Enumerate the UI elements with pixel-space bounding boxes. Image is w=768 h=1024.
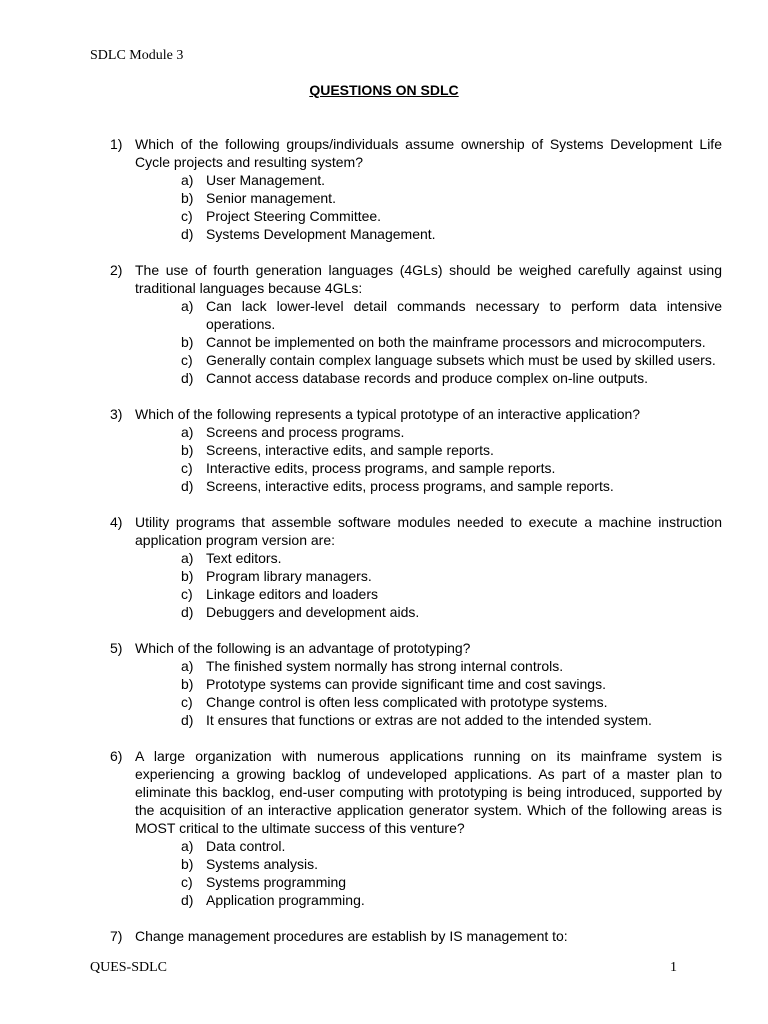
option-a	[181, 837, 722, 855]
question-5	[110, 639, 722, 729]
option-text: Can lack lower-level detail commands necessary to perform data intensive operations.	[206, 298, 722, 332]
option-list	[135, 423, 722, 495]
option-c	[181, 351, 722, 369]
option-list	[135, 837, 722, 909]
option-text: Screens, interactive edits, and sample reports.	[206, 442, 494, 458]
option-letter: a)	[181, 550, 194, 566]
option-b	[181, 567, 722, 585]
option-letter: b)	[181, 676, 194, 692]
option-letter: a)	[181, 172, 194, 188]
option-a	[181, 549, 722, 567]
option-letter: b)	[181, 856, 194, 872]
option-letter: a)	[181, 298, 194, 314]
question-text: Which of the following groups/individuals assume ownership of Systems Development Life Cycle projects and resulting system?	[135, 136, 722, 170]
option-list	[135, 549, 722, 621]
option-text: Screens and process programs.	[206, 424, 405, 440]
option-letter: c)	[181, 352, 193, 368]
option-letter: b)	[181, 568, 194, 584]
option-text: User Management.	[206, 172, 326, 188]
option-letter: c)	[181, 694, 193, 710]
option-text: The finished system normally has strong internal controls.	[206, 658, 564, 674]
option-letter: a)	[181, 658, 194, 674]
option-d	[181, 477, 722, 495]
option-b	[181, 675, 722, 693]
option-letter: b)	[181, 190, 194, 206]
option-a	[181, 423, 722, 441]
option-text: Systems analysis.	[206, 856, 319, 872]
option-letter: d)	[181, 226, 194, 242]
option-text: Text editors.	[206, 550, 282, 566]
question-number: 1)	[110, 136, 123, 152]
question-number: 7)	[110, 928, 123, 944]
option-text: Debuggers and development aids.	[206, 604, 420, 620]
question-text: Which of the following represents a typical prototype of an interactive application?	[135, 406, 641, 422]
question-number: 6)	[110, 748, 123, 764]
option-b	[181, 333, 722, 351]
option-letter: a)	[181, 838, 194, 854]
option-letter: a)	[181, 424, 194, 440]
option-list	[135, 297, 722, 387]
option-text: Systems programming	[206, 874, 347, 890]
option-c	[181, 585, 722, 603]
option-letter: b)	[181, 334, 194, 350]
option-b	[181, 855, 722, 873]
question-3	[110, 405, 722, 495]
option-text: Cannot access database records and produce complex on-line outputs.	[206, 370, 649, 386]
question-2	[110, 261, 722, 387]
question-number: 4)	[110, 514, 123, 530]
page-header: SDLC Module 3	[90, 48, 184, 63]
question-text: The use of fourth generation languages (4GLs) should be weighed carefully against using traditional languages because 4GLs:	[135, 262, 722, 296]
option-c	[181, 459, 722, 477]
option-text: Systems Development Management.	[206, 226, 436, 242]
option-letter: d)	[181, 892, 194, 908]
question-4	[110, 513, 722, 621]
option-c	[181, 873, 722, 891]
option-letter: b)	[181, 442, 194, 458]
option-a	[181, 297, 722, 333]
option-list	[135, 171, 722, 243]
document-title: QUESTIONS ON SDLC	[309, 82, 459, 98]
option-letter: d)	[181, 604, 194, 620]
option-letter: c)	[181, 874, 193, 890]
option-d	[181, 603, 722, 621]
option-letter: d)	[181, 478, 194, 494]
option-d	[181, 891, 722, 909]
page-number: 1	[670, 960, 677, 975]
option-letter: c)	[181, 460, 193, 476]
option-d	[181, 711, 722, 729]
option-text: Interactive edits, process programs, and sample reports.	[206, 460, 556, 476]
option-c	[181, 693, 722, 711]
option-text: Senior management.	[206, 190, 336, 206]
option-b	[181, 441, 722, 459]
question-1	[110, 135, 722, 243]
option-text: Project Steering Committee.	[206, 208, 382, 224]
question-text: A large organization with numerous applications running on its mainframe system is experiencing a growing backlog of undeveloped applications. As part of a master plan to eliminate this backlog, end-user computing with prototyping is being introduced, supported by the acquisition of an interactive application generator system. Which of the following areas is MOST critical to the ultimate success of this venture?	[135, 748, 722, 836]
question-number: 2)	[110, 262, 123, 278]
option-b	[181, 189, 722, 207]
option-d	[181, 225, 722, 243]
option-text: Cannot be implemented on both the mainframe processors and microcomputers.	[206, 334, 706, 350]
option-text: Change control is often less complicated with prototype systems.	[206, 694, 608, 710]
option-c	[181, 207, 722, 225]
option-text: Generally contain complex language subsets which must be used by skilled users.	[206, 352, 716, 368]
option-a	[181, 657, 722, 675]
option-list	[135, 657, 722, 729]
question-6	[110, 747, 722, 909]
option-text: Linkage editors and loaders	[206, 586, 379, 602]
question-7	[110, 927, 722, 945]
option-text: It ensures that functions or extras are not added to the intended system.	[206, 712, 652, 728]
question-number: 3)	[110, 406, 123, 422]
option-text: Program library managers.	[206, 568, 372, 584]
option-letter: c)	[181, 586, 193, 602]
question-number: 5)	[110, 640, 123, 656]
option-text: Data control.	[206, 838, 286, 854]
option-letter: d)	[181, 370, 194, 386]
option-letter: c)	[181, 208, 193, 224]
footer-document-id: QUES-SDLC	[90, 960, 168, 975]
option-a	[181, 171, 722, 189]
option-d	[181, 369, 722, 387]
option-text: Application programming.	[206, 892, 365, 908]
option-letter: d)	[181, 712, 194, 728]
option-text: Screens, interactive edits, process programs, and sample reports.	[206, 478, 614, 494]
question-text: Change management procedures are establish by IS management to:	[135, 928, 568, 944]
question-text: Which of the following is an advantage of prototyping?	[135, 640, 471, 656]
question-list	[110, 135, 722, 963]
option-text: Prototype systems can provide significant time and cost savings.	[206, 676, 606, 692]
question-text: Utility programs that assemble software modules needed to execute a machine instruction application program version are:	[135, 514, 722, 548]
